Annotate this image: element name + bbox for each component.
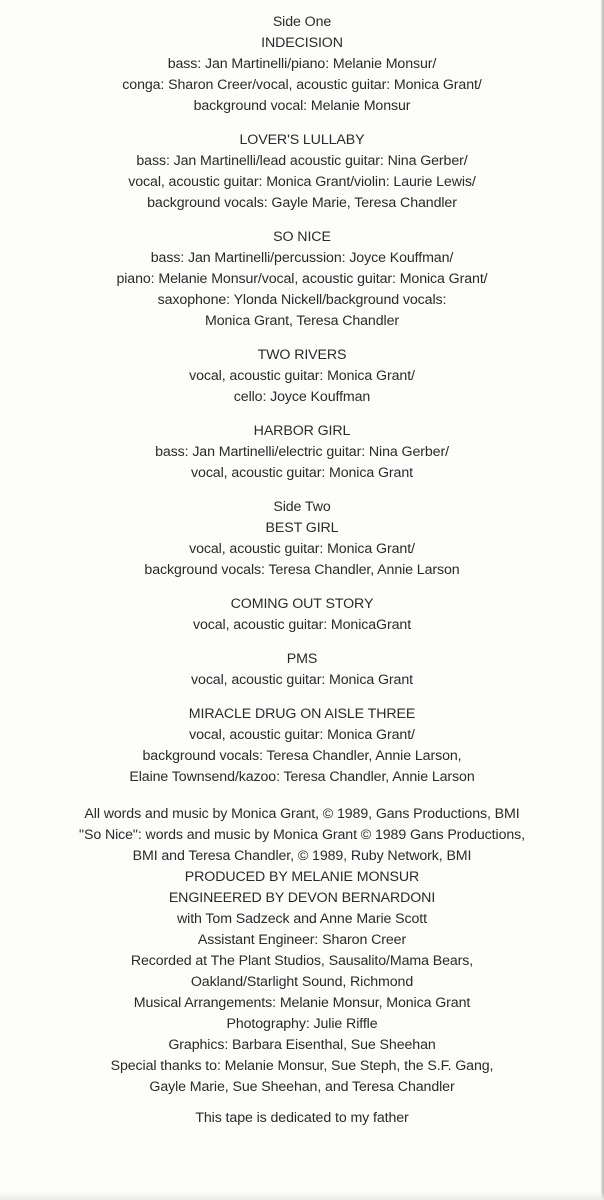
track-title: BEST GIRL <box>265 520 339 536</box>
track-miracle-drug-on-aisle-three <box>0 704 604 788</box>
side-two-section <box>0 497 604 788</box>
page-bottom-shadow <box>0 1192 604 1200</box>
side-one-section <box>0 12 604 484</box>
track-coming-out-story <box>0 594 604 636</box>
credit-line: All words and music by Monica Grant, © 1989, Gans Productions, BMI <box>84 806 520 822</box>
credit-line: vocal, acoustic guitar: Monica Grant/violin: Laurie Lewis/ <box>128 174 476 190</box>
credit-line: background vocals: Teresa Chandler, Annie Larson, <box>142 748 462 764</box>
credit-line: vocal, acoustic guitar: MonicaGrant <box>192 617 412 633</box>
track-title: HARBOR GIRL <box>253 423 351 439</box>
track-title: COMING OUT STORY <box>230 596 374 612</box>
track-indecision <box>0 33 604 117</box>
track-harbor-girl <box>0 421 604 484</box>
track-title: SO NICE <box>273 229 331 245</box>
side-heading: Side One <box>272 14 332 30</box>
track-title: MIRACLE DRUG ON AISLE THREE <box>188 706 416 722</box>
track-best-girl <box>0 518 604 581</box>
track-title: PMS <box>286 651 318 667</box>
credit-line: background vocal: Melanie Monsur <box>193 98 411 114</box>
credit-line: Gayle Marie, Sue Sheehan, and Teresa Chandler <box>149 1079 455 1095</box>
credit-line: background vocals: Gayle Marie, Teresa Chandler <box>147 195 457 211</box>
credit-line: bass: Jan Martinelli/percussion: Joyce Kouffman/ <box>150 250 454 266</box>
credit-line: bass: Jan Martinelli/electric guitar: Nina Gerber/ <box>155 444 449 460</box>
credit-line: Musical Arrangements: Melanie Monsur, Monica Grant <box>133 995 471 1011</box>
credit-line: Graphics: Barbara Eisenthal, Sue Sheehan <box>168 1037 436 1053</box>
credit-line: BMI and Teresa Chandler, © 1989, Ruby Network, BMI <box>132 848 472 864</box>
credit-line: conga: Sharon Creer/vocal, acoustic guitar: Monica Grant/ <box>122 77 482 93</box>
track-title: LOVER'S LULLABY <box>239 132 365 148</box>
credit-line: piano: Melanie Monsur/vocal, acoustic guitar: Monica Grant/ <box>116 271 488 287</box>
credit-line: Oakland/Starlight Sound, Richmond <box>190 974 414 990</box>
track-lovers-lullaby <box>0 130 604 214</box>
production-credits <box>0 804 604 1098</box>
credit-line: Recorded at The Plant Studios, Sausalito/Mama Bears, <box>130 953 474 969</box>
credit-line: vocal, acoustic guitar: Monica Grant/ <box>189 368 415 384</box>
credit-line: background vocals: Teresa Chandler, Annie Larson <box>144 562 460 578</box>
track-two-rivers <box>0 345 604 408</box>
credit-line: with Tom Sadzeck and Anne Marie Scott <box>177 911 427 927</box>
credit-line: saxophone: Ylonda Nickell/background vocals: <box>157 292 447 308</box>
track-so-nice <box>0 227 604 332</box>
track-pms <box>0 649 604 691</box>
credit-line: cello: Joyce Kouffman <box>233 389 371 405</box>
credit-line: "So Nice": words and music by Monica Grant © 1989 Gans Productions, <box>79 827 525 843</box>
credit-line: Special thanks to: Melanie Monsur, Sue Steph, the S.F. Gang, <box>110 1058 494 1074</box>
credit-line: Elaine Townsend/kazoo: Teresa Chandler, Annie Larson <box>129 769 475 785</box>
credit-line: Photography: Julie Riffle <box>226 1016 378 1032</box>
side-heading: Side Two <box>273 499 331 515</box>
credit-line: vocal, acoustic guitar: Monica Grant <box>191 672 413 688</box>
engineer-credit: ENGINEERED BY DEVON BERNARDONI <box>168 890 436 906</box>
credit-line: bass: Jan Martinelli/piano: Melanie Monsur/ <box>167 56 437 72</box>
dedication: This tape is dedicated to my father <box>195 1110 409 1126</box>
credit-line: bass: Jan Martinelli/lead acoustic guitar: Nina Gerber/ <box>136 153 468 169</box>
credit-line: vocal, acoustic guitar: Monica Grant/ <box>189 541 415 557</box>
credit-line: vocal, acoustic guitar: Monica Grant/ <box>189 727 415 743</box>
producer-credit: PRODUCED BY MELANIE MONSUR <box>184 869 420 885</box>
credit-line: Assistant Engineer: Sharon Creer <box>197 932 407 948</box>
credit-line: vocal, acoustic guitar: Monica Grant <box>191 465 413 481</box>
track-title: TWO RIVERS <box>257 347 347 363</box>
track-title: INDECISION <box>261 35 343 51</box>
credit-line: Monica Grant, Teresa Chandler <box>205 313 399 329</box>
